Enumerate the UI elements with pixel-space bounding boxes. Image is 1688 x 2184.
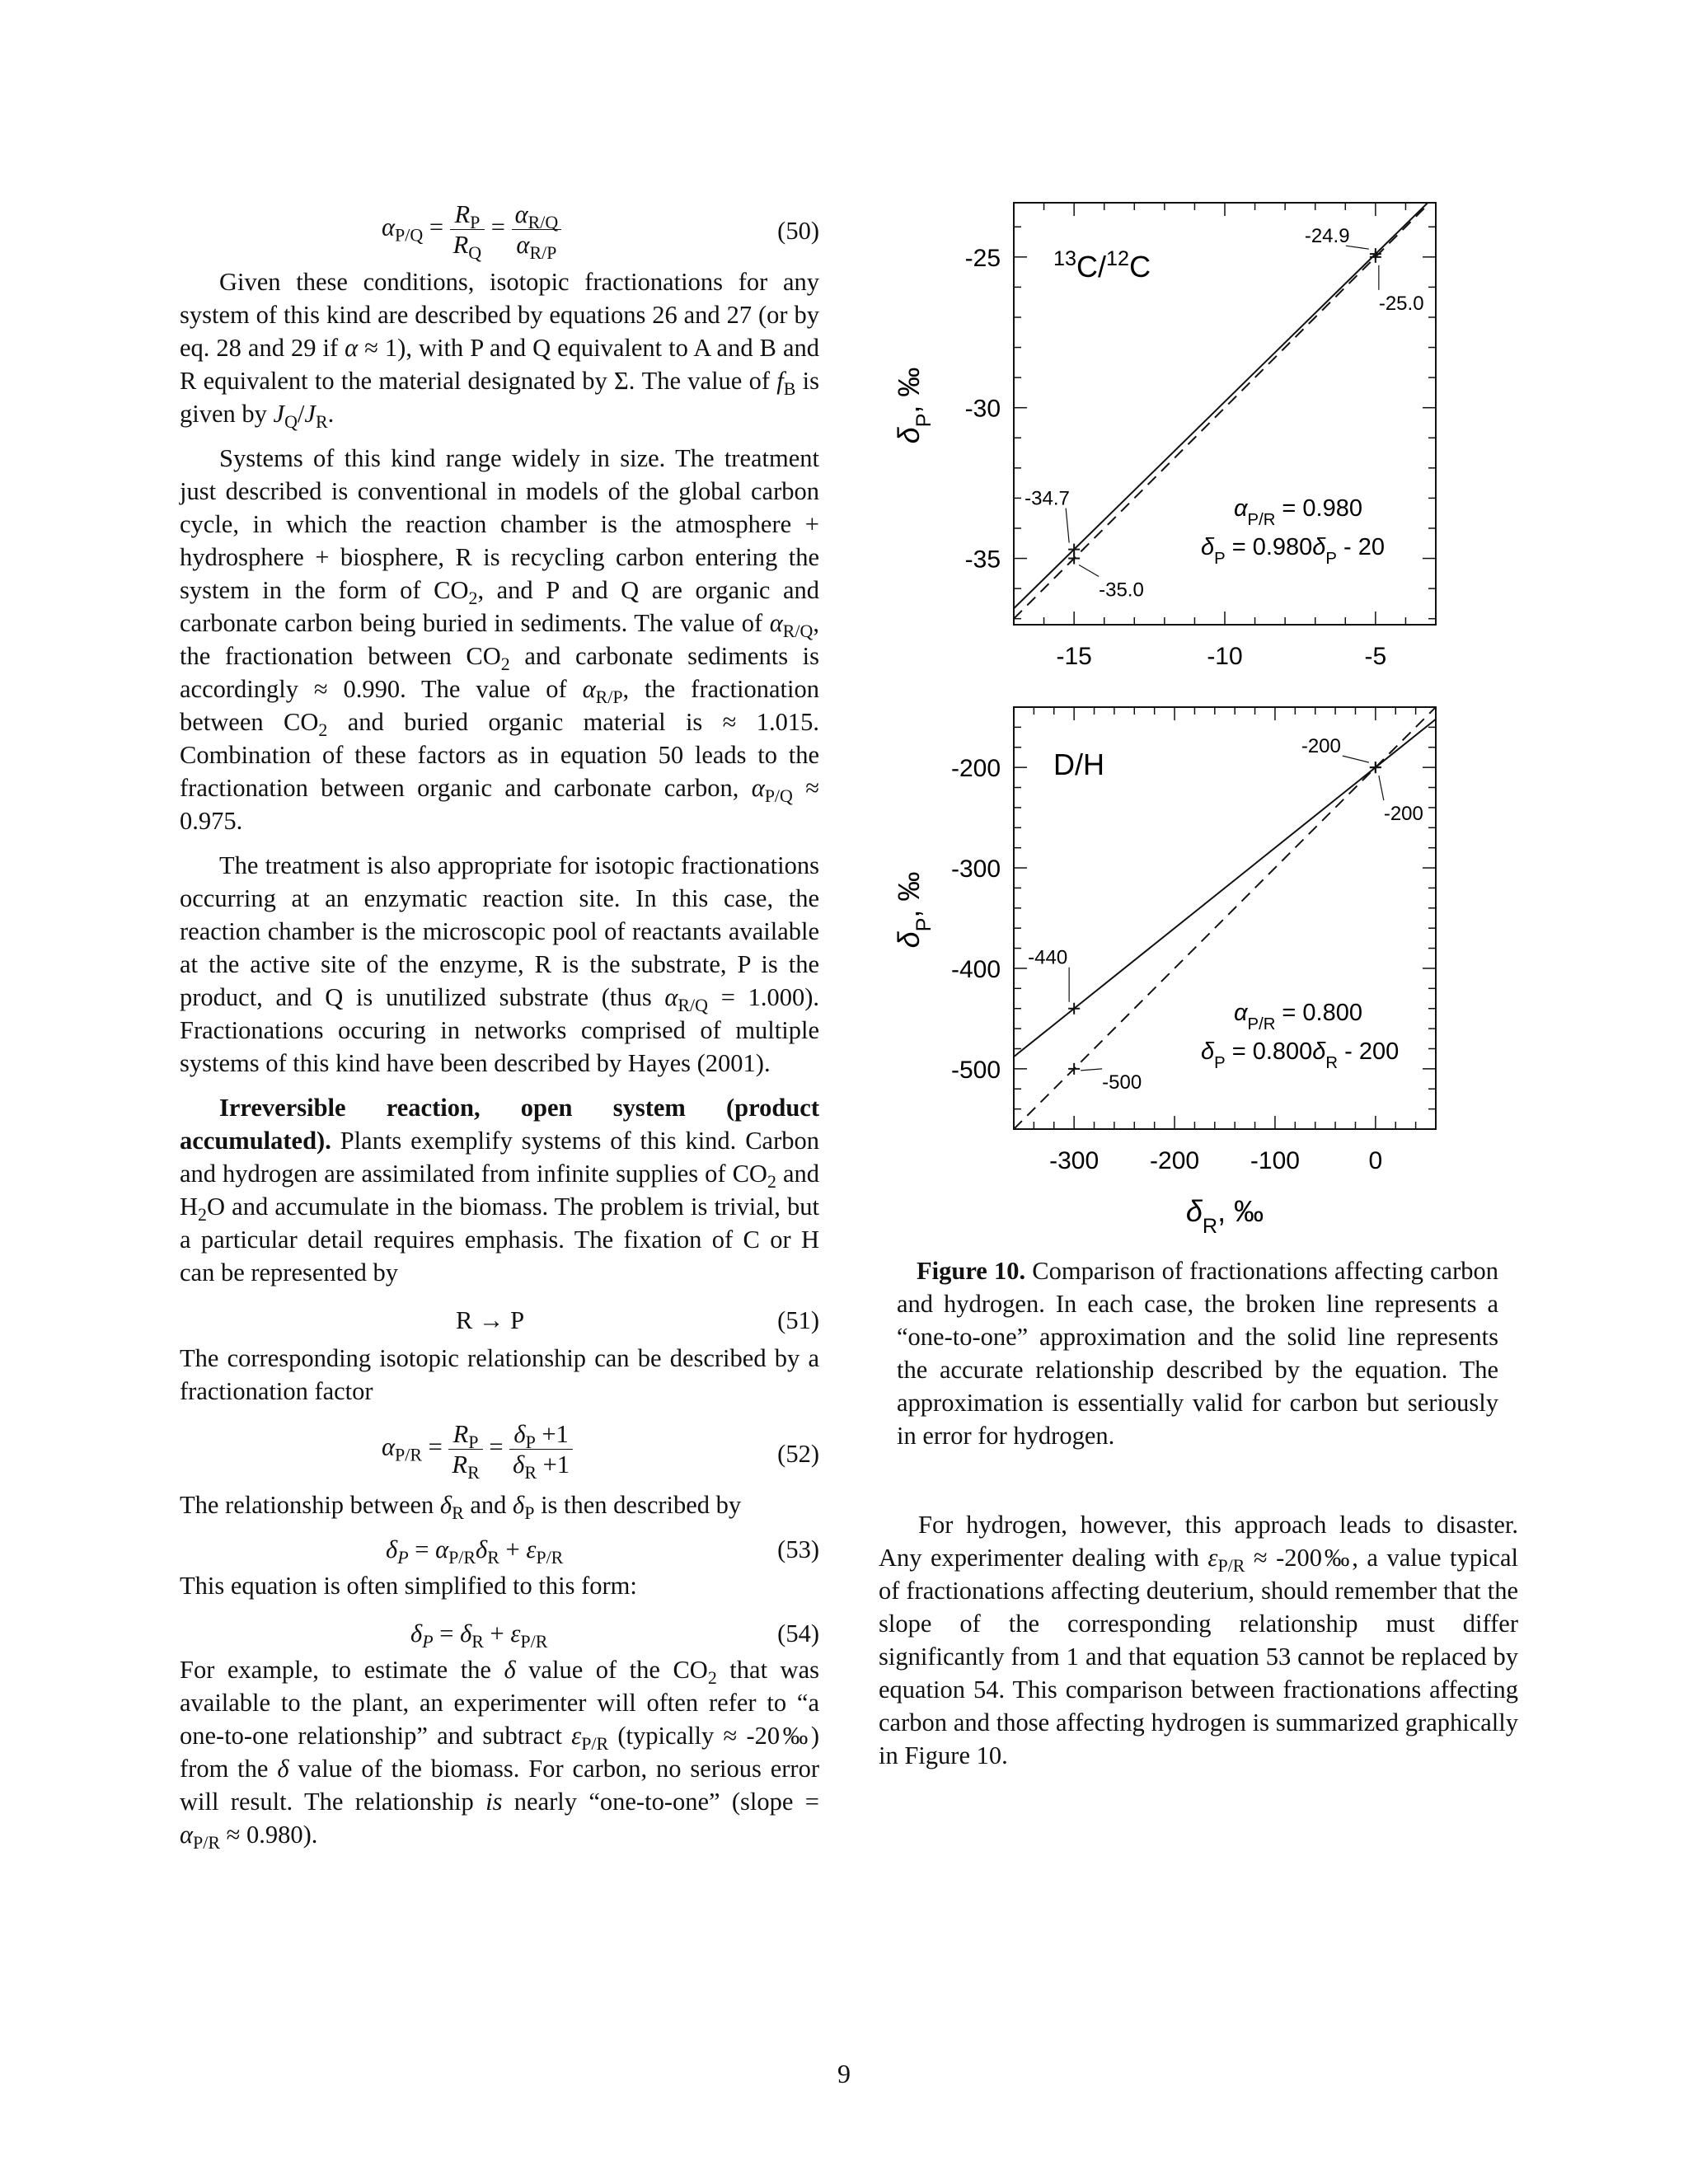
paragraph-8: For example, to estimate the δ value of the $CO_2$ that was available to the plant, an experimenter will often refer to “a one-to-one relationship” and subtract $\varepsilon_{P/R}$ (typically ≈ -20‰) from the δ value of the biomass. For carbon, no serious error will result. The relationship is nearly “one-to-one” (slope = $\alpha_{P/R} \approx 0.980$). [180, 1656, 819, 1854]
equation-51: R → P (51) [456, 1306, 819, 1334]
chart2-x-tick-label: -300 [1049, 1147, 1100, 1174]
paragraph-5: The corresponding isotopic relationship can be described by a fractionation factor [180, 1344, 819, 1405]
equation-53: $\delta_P = \alpha_{P/R}\delta_R + \varepsilon_{P/R}$ (53) [386, 1535, 819, 1568]
chart1-x-tick-label: -10 [1207, 643, 1243, 670]
figure-10 [874, 188, 1525, 1239]
chart2-point-arrow [1343, 756, 1369, 762]
chart2-annotation-equation: $\delta_P = 0.800\delta_R - 200$ [1201, 1038, 1400, 1072]
paragraph-3: The treatment is also appropriate for isotopic fractionations occurring at an enzymatic reaction site. In this case, the reaction chamber is the microscopic pool of reactants available at the active site of the enzyme, R is the substrate, P is the product, and Q is unutilized substrate (thus $\alpha_{R/Q} = 1.000$). Fractionations occuring in networks comprised of multiple systems of this kind have been described by Hayes (2001). [180, 851, 819, 1077]
chart1-point-label: -34.7 [1025, 487, 1070, 510]
chart2-point-label: -200 [1301, 735, 1341, 758]
chart1-y-tick-label: -35 [964, 546, 1001, 574]
paragraph-4: Irreversible reaction, open system (product accumulated). Plants exemplify systems of this kind. Carbon and hydrogen are assimilated from infinite supplies of $CO_2$ and $H_2O$ and accumulate in the biomass. The problem is trivial, but a particular detail requires emphasis. The fixation of C or H can be represented by [180, 1094, 819, 1286]
page-number: 9 [837, 2059, 851, 2088]
chart2-point-label: -440 [1028, 946, 1068, 969]
chart1-y-tick-label: -30 [964, 395, 1001, 423]
chart1-point-label: -25.0 [1378, 292, 1424, 315]
chart1-point-arrow [1066, 509, 1069, 543]
figure-10-plots [874, 188, 1525, 1235]
eq50-number: (50) [777, 217, 819, 245]
chart1-annotation-alpha: $\alpha_{P/R} = 0.980$ [1234, 495, 1362, 529]
caption-label: Figure 10. [917, 1257, 1026, 1285]
chart2-annotation-alpha: $\alpha_{P/R} = 0.800$ [1234, 1000, 1362, 1033]
equation-52: $\alpha_{P/R}$ = $\frac{R_P}{R_R}$ = $\frac{\delta_P +1}{\delta_R +1}$ (52) [382, 1420, 819, 1483]
paragraph-2: Systems of this kind range widely in size. The treatment just described is conventional in models of the global carbon cycle, in which the reaction chamber is the atmosphere + hydrosphere + biosphere, R is recycling carbon entering the system in the form of $CO_2$, and P and Q are organic and carbonate carbon being buried in sediments. The value of $\alpha_{R/Q}$, the fractionation between $CO_2$ and carbonate sediments is accordingly ≈ 0.990. The value of $\alpha_{R/P}$, the fractionation between $CO_2$ and buried organic material is ≈ 1.015. Combination of these factors as in equation 50 leads to the fractionation between organic and carbonate carbon, $\alpha_{P/Q} \approx 0.975$. [180, 444, 820, 835]
chart2-x-tick-label: 0 [1368, 1147, 1383, 1174]
paragraph-9: For hydrogen, however, this approach leads to disaster. Any experimenter dealing with $\varepsilon_{P/R}$ ≈ -200‰, a value typical of fractionations affecting deuterium, should remember that the slope of the corresponding relationship must differ significantly from 1 and that equation 53 cannot be replaced by equation 54. This comparison between fractionations affecting carbon and those affecting hydrogen is summarized graphically in Figure 10. [879, 1511, 1518, 1769]
chart2-y-axis-label: $\delta_P$, ‰ [892, 871, 935, 949]
paragraph-6: The relationship between $\delta_R$ and $\delta_P$ is then described by [180, 1491, 742, 1524]
eq50-lhs: α [382, 213, 396, 241]
chart1-y-axis-label: $\delta_P$, ‰ [892, 367, 935, 444]
chart1-annotation-equation: $\delta_P = 0.980\delta_P - 20$ [1201, 534, 1385, 568]
chart1-point-label: -24.9 [1304, 225, 1350, 248]
eq50-fraction-2: $\frac{\alpha_{R/Q}}{\alpha_{R/P}}$ [512, 199, 562, 260]
chart2-point-arrow [1081, 1069, 1102, 1071]
chart2-y-tick-label: -300 [950, 855, 1001, 883]
chart1-y-tick-label: -25 [964, 244, 1001, 272]
chart2-x-tick-label: -100 [1250, 1147, 1300, 1174]
chart2-y-tick-label: -500 [950, 1056, 1001, 1084]
chart2-x-axis-label: $\delta_R$, ‰ [1185, 1194, 1264, 1235]
equation-50: $\alpha_{P/Q}$ = $\frac{R_P}{R_Q}$ = $\frac{\alpha_{R/Q}}{\alpha_{R/P}}$ (50) [382, 200, 819, 264]
figure-caption: Figure 10. Comparison of fractionations affecting carbon and hydrogen. In each case, the broken line represents a “one-to-one” approximation and the solid line represents the accurate relationship described by the equation. The approximation is essentially valid for carbon but seriously in error for hydrogen. [897, 1257, 1498, 1450]
chart2-point-label: -200 [1383, 803, 1423, 826]
chart1-title: $^{13}$C/$^{12}$C [1053, 247, 1151, 284]
right-column [879, 1508, 1518, 1783]
chart2-point-label: -500 [1102, 1071, 1142, 1094]
chart2-title: D/H [1053, 748, 1104, 781]
eq50-fraction-1: $\frac{R_P}{R_Q}$ [450, 199, 485, 260]
chart2-y-tick-label: -200 [950, 755, 1001, 783]
chart1-point-label: -35.0 [1099, 579, 1144, 602]
paragraph-7: This equation is often simplified to this form: [180, 1572, 637, 1600]
paragraph-1: Given these conditions, isotopic fractionations for any system of this kind are described by equations 26 and 27 (or by eq. 28 and 29 if α ≈ 1), with P and Q equivalent to A and B and R equivalent to the material designated by Σ. The value of $f_B$ is given by $J_Q/J_R$. [180, 268, 819, 433]
chart2-x-tick-label: -200 [1150, 1147, 1200, 1174]
chart2-y-tick-label: -400 [950, 955, 1001, 983]
chart1-point-arrow [1079, 565, 1099, 577]
left-column [180, 196, 819, 1863]
chart1-x-tick-label: -15 [1056, 643, 1092, 670]
chart1-x-tick-label: -5 [1364, 643, 1387, 670]
chart2-point-arrow [1379, 776, 1384, 800]
section-heading: Irreversible reaction, open system (product accumulated). [180, 1094, 819, 1155]
equation-54: $\delta_P = \delta_R + \varepsilon_{P/R}$ (54) [410, 1619, 819, 1652]
